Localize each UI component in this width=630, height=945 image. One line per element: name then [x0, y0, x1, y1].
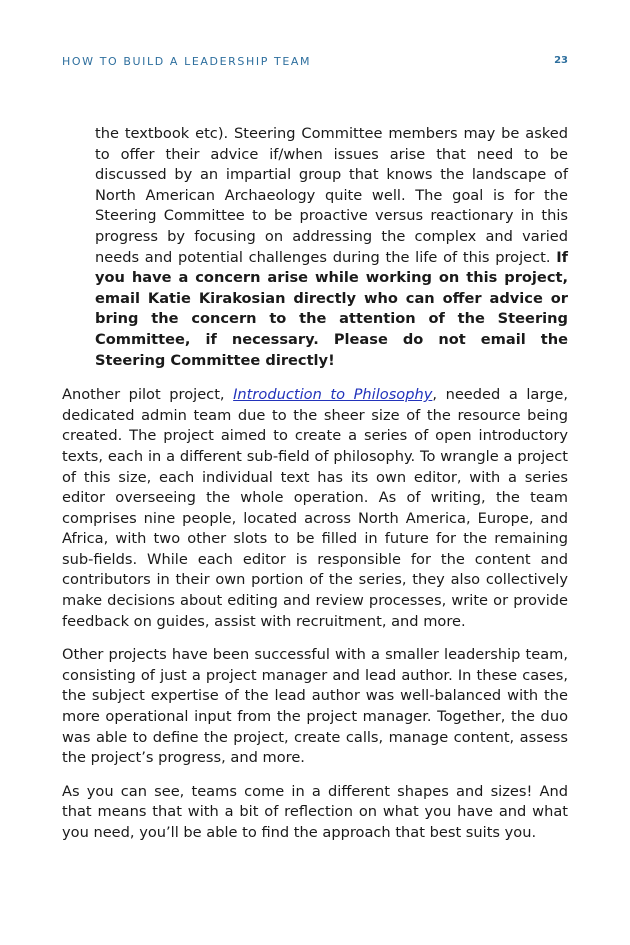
page-number: 23 — [554, 55, 568, 66]
paragraph-small-team: Other projects have been successful with a smaller leadership team, consisting of just a project manager and lead author. In these cases, the subject expertise of the lead author was well-balanced with the more operational input from the project manager. Together, the duo was able to define the project, create calls, manage content, assess the project’s progress, and more. — [62, 646, 568, 767]
page-body — [62, 124, 568, 857]
quote-block-bold-text: If you have a concern arise while working on this project, email Katie Kirakosian directly who can offer advice or bring the concern to the attention of the Steering Committee, if necessary. Please do not email the Steering Committee directly! — [95, 248, 568, 369]
paragraph-philosophy-project — [62, 385, 568, 632]
quote-block-text: the textbook etc). Steering Committee members may be asked to offer their advice if/when issues arise that need to be discussed by an impartial group that knows the landscape of North American Archaeology quite well. The goal is for the Steering Committee to be proactive versus reactionary in this progress by focusing on addressing the complex and varied needs and potential challenges during the life of this project. — [95, 125, 568, 266]
paragraph-conclusion: As you can see, teams come in a different shapes and sizes! And that means that with a bit of reflection on what you have and what you need, you’ll be able to find the approach that best suits you. — [62, 782, 568, 841]
quote-block-paragraph — [95, 124, 568, 371]
paragraph-2-lead: Another pilot project, — [62, 386, 234, 404]
running-title: HOW TO BUILD A LEADERSHIP TEAM — [62, 55, 312, 68]
introduction-to-philosophy-link[interactable]: Introduction to Philosophy — [233, 386, 433, 404]
running-header — [62, 55, 568, 71]
paragraph-2-rest: , needed a large, dedicated admin team due to the sheer size of the resource being created. The project aimed to create a series of open introductory texts, each in a different sub-field of philosophy. To wrangle a project of this size, each individual text has its own editor, with a series editor overseeing the whole operation. As of writing, the team comprises nine people, located across North America, Europe, and Africa, with two other slots to be filled in future for the remaining sub-fields. While each editor is responsible for the content and contributors in their own portion of the series, they also collectively make decisions about editing and review processes, write or provide feedback on guides, assist with recruitment, and more. — [62, 386, 568, 630]
